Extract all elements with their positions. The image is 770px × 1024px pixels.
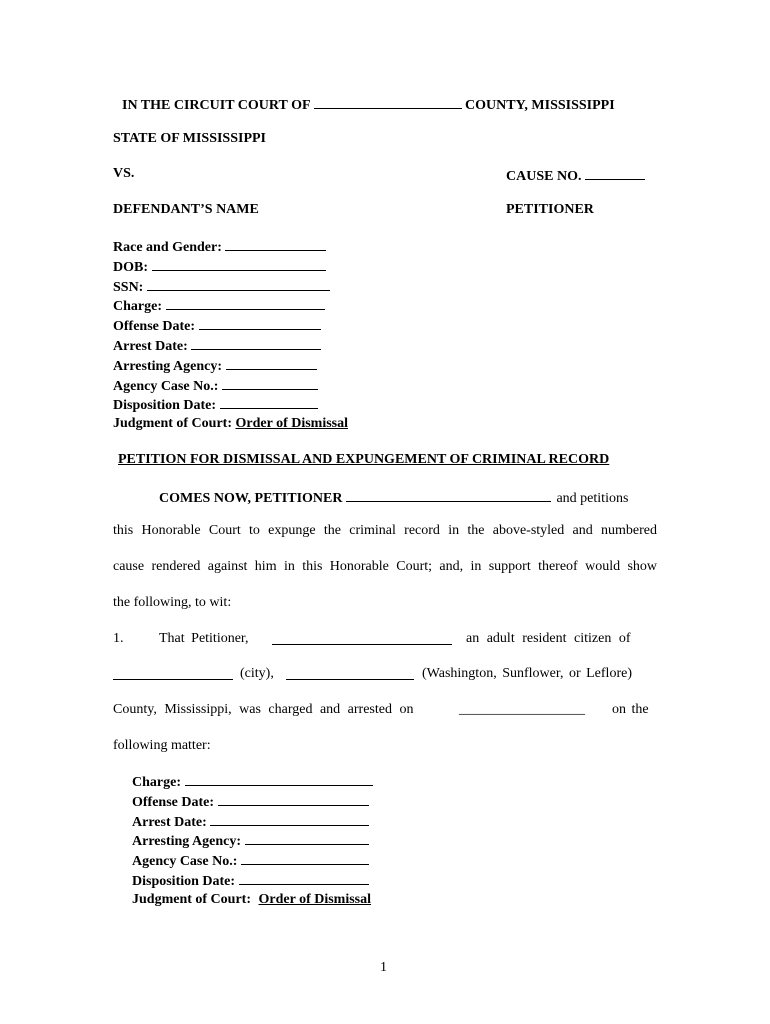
item-petitioner-blank[interactable] xyxy=(272,631,452,645)
following-matter: following matter: xyxy=(113,738,211,753)
cause-number-label: CAUSE NO. xyxy=(506,169,582,184)
body-line-4: the following, to wit: xyxy=(113,595,232,610)
agency-case-blank[interactable] xyxy=(222,376,318,390)
record-info-block xyxy=(113,237,348,433)
arresting-agency-blank[interactable] xyxy=(226,356,317,370)
court-caption xyxy=(122,95,615,114)
court-suffix: COUNTY, MISSISSIPPI xyxy=(465,98,615,113)
comes-now-text: COMES NOW, PETITIONER xyxy=(159,491,343,506)
record-field: Disposition Date: xyxy=(113,395,348,415)
race-gender-blank[interactable] xyxy=(225,237,326,251)
matter-arrest-date-blank[interactable] xyxy=(210,812,369,826)
matter-field: Offense Date: xyxy=(132,792,373,812)
cause-number xyxy=(506,166,645,185)
city-blank[interactable] xyxy=(113,666,233,680)
item-adult-resident: an adult resident citizen of xyxy=(466,631,631,646)
body-line-2: this Honorable Court to expunge the criminal record in the above-styled and numbered xyxy=(113,523,657,538)
judgment-value: Order of Dismissal xyxy=(235,416,349,432)
arrest-date-underscores[interactable]: __________________ xyxy=(459,702,585,717)
body-line-3: cause rendered against him in this Honorable Court; and, in support thereof would show xyxy=(113,559,657,574)
disposition-date-blank[interactable] xyxy=(220,395,318,409)
county-options: (Washington, Sunflower, or Leflore) xyxy=(422,666,632,681)
on-the-text: on the xyxy=(612,702,649,717)
record-field: Arrest Date: xyxy=(113,336,348,356)
matter-field: Judgment of Court: Order of Dismissal xyxy=(132,891,372,907)
record-field: Judgment of Court: Order of Dismissal xyxy=(113,416,349,432)
state-of-mississippi: STATE OF MISSISSIPPI xyxy=(113,131,267,146)
item-that-petitioner: That Petitioner, xyxy=(159,631,249,646)
dob-blank[interactable] xyxy=(152,257,326,271)
city-label: (city), xyxy=(240,666,274,681)
record-field: Arresting Agency: xyxy=(113,356,348,376)
matter-field: Arresting Agency: xyxy=(132,831,373,851)
page-number: 1 xyxy=(380,960,387,975)
matter-field: Disposition Date: xyxy=(132,871,373,891)
county-blank[interactable] xyxy=(314,95,462,109)
matter-judgment-value: Order of Dismissal xyxy=(258,891,372,907)
offense-date-blank[interactable] xyxy=(199,316,321,330)
matter-field: Agency Case No.: xyxy=(132,851,373,871)
cause-number-blank[interactable] xyxy=(585,166,645,180)
county-name-blank[interactable] xyxy=(286,666,414,680)
petition-title: PETITION FOR DISMISSAL AND EXPUNGEMENT OF CRIMINAL RECORD xyxy=(118,452,610,467)
record-field: Offense Date: xyxy=(113,316,348,336)
ssn-blank[interactable] xyxy=(147,277,330,291)
arrest-date-blank[interactable] xyxy=(191,336,321,350)
record-field: SSN: xyxy=(113,277,348,297)
record-field: Charge: xyxy=(113,296,348,316)
matter-agency-case-blank[interactable] xyxy=(241,851,369,865)
defendant-name-label: DEFENDANT’S NAME xyxy=(113,202,259,217)
petitioner-name-blank[interactable] xyxy=(346,488,551,502)
court-prefix: IN THE CIRCUIT COURT OF xyxy=(122,98,311,113)
matter-arresting-agency-blank[interactable] xyxy=(245,831,369,845)
record-field: Race and Gender: xyxy=(113,237,348,257)
matter-offense-date-blank[interactable] xyxy=(218,792,369,806)
charge-blank[interactable] xyxy=(166,296,325,310)
vs-label: VS. xyxy=(113,166,135,181)
matter-charge-blank[interactable] xyxy=(185,772,373,786)
item-number: 1. xyxy=(113,631,124,646)
matter-field: Charge: xyxy=(132,772,373,792)
record-field: Agency Case No.: xyxy=(113,376,348,396)
petitioner-label: PETITIONER xyxy=(506,202,594,217)
record-field: DOB: xyxy=(113,257,348,277)
matter-disposition-date-blank[interactable] xyxy=(239,871,369,885)
and-petitions-text: and petitions xyxy=(556,491,629,506)
matter-info-block xyxy=(132,772,373,909)
matter-field: Arrest Date: xyxy=(132,812,373,832)
county-charged-line: County, Mississippi, was charged and arrested on xyxy=(113,702,414,717)
comes-now-line xyxy=(159,488,628,507)
